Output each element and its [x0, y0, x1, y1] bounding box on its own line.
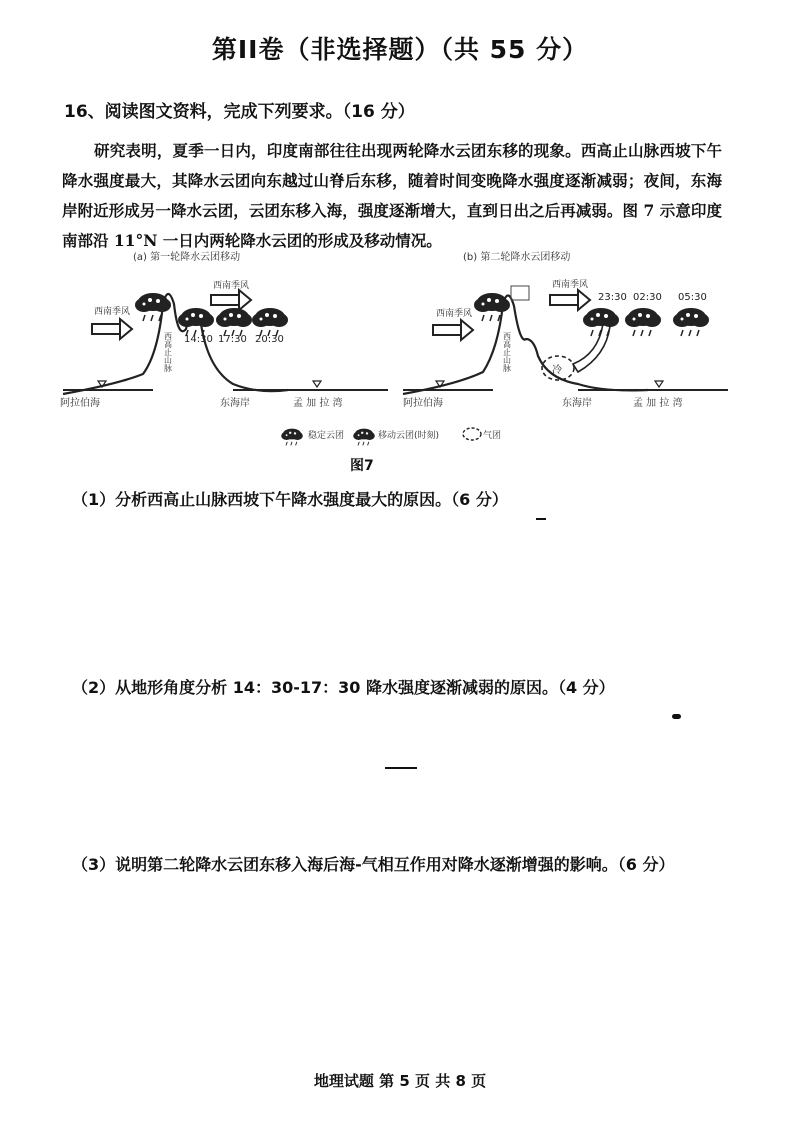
monsoon-arrow-icon	[550, 290, 590, 310]
monsoon-arrow-icon	[433, 320, 473, 340]
subquestion-2: （2）从地形角度分析 14：30-17：30 降水强度逐渐减弱的原因。（4 分）	[72, 678, 615, 697]
panel-a-monsoon-right: 西南季风	[213, 281, 250, 291]
figure-label: 图7	[350, 458, 374, 474]
panel-b-caption: (b) 第二轮降水云团移动	[463, 252, 571, 263]
legend-air: 气团	[483, 431, 502, 441]
air-mass-legend-icon	[463, 428, 481, 440]
panel-a-time-1: 14:30	[184, 334, 213, 345]
moving-cloud-icon	[583, 308, 619, 336]
stable-cloud-icon	[135, 293, 171, 321]
subquestion-3: （3）说明第二轮降水云团东移入海后海-气相互作用对降水逐渐增强的影响。（6 分）	[72, 855, 675, 874]
legend-stable: 稳定云团	[308, 431, 345, 441]
question-paragraph: 研究表明，夏季一日内，印度南部往往出现两轮降水云团东移的现象。西高止山脉西坡下午降水强度最大，其降水云团向东越过山脊后东移，随着时间变晚降水强度逐渐减弱；夜间，东海岸附近形成另一降水云团，云团东移入海，强度逐渐增大，直到日出之后再减弱。图 7 示意印度南部沿 11°N 一日内两轮降水云团的形成及移动情况。	[62, 141, 722, 250]
panel-b-time-3: 05:30	[678, 292, 707, 303]
panel-a	[60, 250, 388, 409]
panel-b-time-1: 23:30	[598, 292, 627, 303]
page-footer: 地理试题 第 5 页 共 8 页	[313, 1072, 487, 1090]
panel-b-coast: 东海岸	[562, 398, 592, 409]
panel-a-caption: (a) 第一轮降水云团移动	[133, 252, 241, 263]
panel-b-cold: 冷	[552, 365, 562, 376]
panel-b-time-2: 02:30	[633, 292, 662, 303]
section-title: 第II卷（非选择题）（共 55 分）	[211, 35, 589, 64]
panel-a-mountain: 西高止山脉	[163, 332, 173, 372]
monsoon-arrow-icon	[211, 290, 251, 310]
moving-cloud-icon	[625, 308, 661, 336]
panel-a-monsoon-left: 西南季风	[94, 307, 131, 317]
panel-a-sea-left: 阿拉伯海	[60, 398, 100, 409]
figure-legend	[281, 428, 501, 445]
stable-cloud-icon	[474, 293, 510, 321]
panel-b-mountain: 西高止山脉	[502, 332, 512, 372]
figure-7	[58, 244, 748, 474]
panel-a-time-3: 20:30	[255, 334, 284, 345]
stable-cloud-legend-icon	[281, 429, 303, 446]
subquestion-1: （1）分析西高止山脉西坡下午降水强度最大的原因。（6 分）	[72, 490, 508, 509]
panel-a-bay: 孟 加 拉 湾	[293, 398, 343, 409]
scan-smudge	[536, 518, 546, 520]
moving-cloud-icon	[252, 308, 288, 336]
scan-smudge	[672, 714, 681, 719]
moving-cloud-icon	[673, 308, 709, 336]
panel-b-monsoon-left: 西南季风	[436, 309, 473, 319]
moving-cloud-legend-icon	[353, 429, 375, 446]
panel-a-coast: 东海岸	[220, 398, 250, 409]
figure-7-svg	[58, 244, 748, 474]
moving-cloud-icon	[216, 308, 252, 336]
panel-b-bay: 孟 加 拉 湾	[633, 398, 683, 409]
panel-b	[403, 250, 728, 409]
panel-a-time-2: 17:30	[218, 334, 247, 345]
panel-b-monsoon-right: 西南季风	[552, 280, 589, 290]
panel-b-sea-left: 阿拉伯海	[403, 398, 443, 409]
legend-moving: 移动云团(时刻)	[378, 431, 440, 441]
question-header: 16、阅读图文资料，完成下列要求。（16 分）	[64, 102, 415, 122]
monsoon-arrow-icon	[92, 319, 132, 339]
scan-smudge	[385, 767, 417, 769]
